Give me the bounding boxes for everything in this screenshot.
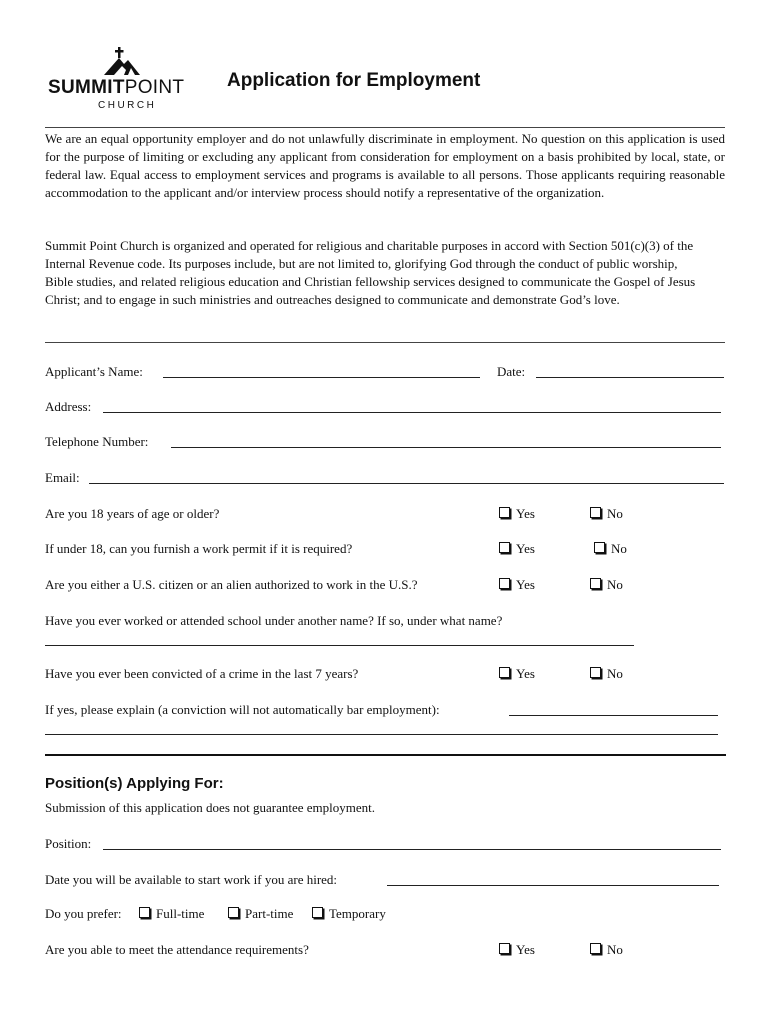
position-field[interactable]: [103, 849, 721, 850]
part-time-label: Part-time: [245, 906, 294, 921]
other-name-question: Have you ever worked or attended school under another name? If so, under what name?: [45, 613, 503, 628]
applicant-name-label: Applicant’s Name:: [45, 364, 143, 379]
full-time-label: Full-time: [156, 906, 205, 921]
conviction-explain-label: If yes, please explain (a conviction will not automatically bar employment):: [45, 702, 440, 717]
permit-no-option[interactable]: [594, 540, 627, 558]
logo-subtitle: CHURCH: [98, 100, 157, 111]
age-question: Are you 18 years of age or older?: [45, 506, 220, 521]
yes-label: Yes: [516, 541, 535, 556]
citizen-no-option[interactable]: [590, 576, 623, 594]
temporary-label: Temporary: [329, 906, 386, 921]
no-label: No: [607, 666, 623, 681]
telephone-label: Telephone Number:: [45, 434, 149, 449]
yes-label: Yes: [516, 506, 535, 521]
age-yes-option[interactable]: [499, 505, 535, 523]
checkbox-icon: [139, 907, 150, 918]
checkbox-icon: [499, 578, 510, 589]
email-label: Email:: [45, 470, 80, 485]
section-divider: [45, 754, 726, 756]
preference-label: Do you prefer:: [45, 906, 122, 921]
email-field[interactable]: [89, 483, 724, 484]
checkbox-icon: [594, 542, 605, 553]
checkbox-icon: [590, 578, 601, 589]
no-label: No: [611, 541, 627, 556]
attendance-question: Are you able to meet the attendance requirements?: [45, 942, 309, 957]
position-section-heading: Position(s) Applying For:: [45, 775, 224, 792]
checkbox-icon: [312, 907, 323, 918]
conviction-explain-field-line2[interactable]: [45, 734, 718, 735]
checkbox-icon: [499, 943, 510, 954]
eeo-paragraph: We are an equal opportunity employer and do not unlawfully discriminate in employment. No question on this application is used for the purpose of limiting or excluding any applicant from consideration for employment on a basis prohibited by local, state, or federal law. Equal access to employment services and programs is available to all persons. Those applicants requiring reasonable accommodation to the applicant and/or interview process should notify a representative of the organization.: [45, 131, 725, 200]
part-time-option[interactable]: [228, 905, 293, 923]
position-label: Position:: [45, 836, 92, 851]
date-label: Date:: [497, 364, 526, 379]
crime-question: Have you ever been convicted of a crime in the last 7 years?: [45, 666, 359, 681]
telephone-field[interactable]: [171, 447, 721, 448]
logo-name-bold: SUMMIT: [48, 77, 125, 98]
work-permit-question: If under 18, can you furnish a work permit if it is required?: [45, 541, 353, 556]
crime-yes-option[interactable]: [499, 665, 535, 683]
yes-label: Yes: [516, 942, 535, 957]
no-label: No: [607, 942, 623, 957]
no-label: No: [607, 506, 623, 521]
no-label: No: [607, 577, 623, 592]
date-field[interactable]: [536, 377, 724, 378]
checkbox-icon: [590, 507, 601, 518]
checkbox-icon: [499, 542, 510, 553]
attendance-no-option[interactable]: [590, 941, 623, 959]
citizen-question: Are you either a U.S. citizen or an alien authorized to work in the U.S.?: [45, 577, 418, 592]
page-title: Application for Employment: [227, 70, 481, 91]
church-purpose-paragraph: Summit Point Church is organized and operated for religious and charitable purposes in accord with Section 501(c)(3) of the Internal Revenue code. Its purposes include, but are not limited to, glorifying God through the conduct of public worship, Bible studies, and related religious education and Christian fellowship services designed to communicate the Gospel of Jesus Christ; and to engage in such ministries and outreaches designed to communicate and demonstrate God’s love.: [45, 238, 696, 307]
address-field[interactable]: [103, 412, 721, 413]
checkbox-icon: [590, 667, 601, 678]
temporary-option[interactable]: [312, 905, 386, 923]
crime-no-option[interactable]: [590, 665, 623, 683]
attendance-yes-option[interactable]: [499, 941, 535, 959]
checkbox-icon: [499, 507, 510, 518]
start-date-field[interactable]: [387, 885, 719, 886]
logo-name-light: POINT: [124, 77, 185, 98]
checkbox-icon: [590, 943, 601, 954]
top-divider: [45, 127, 725, 128]
applicant-name-field[interactable]: [163, 377, 480, 378]
checkbox-icon: [228, 907, 239, 918]
full-time-option[interactable]: [139, 905, 204, 923]
conviction-explain-field[interactable]: [509, 715, 718, 716]
start-date-label: Date you will be available to start work if you are hired:: [45, 872, 338, 887]
church-logo: [48, 46, 208, 112]
mountain-cross-icon: [102, 46, 142, 76]
permit-yes-option[interactable]: [499, 540, 535, 558]
other-name-field[interactable]: [45, 645, 634, 646]
checkbox-icon: [499, 667, 510, 678]
intro-divider: [45, 342, 725, 343]
yes-label: Yes: [516, 666, 535, 681]
yes-label: Yes: [516, 577, 535, 592]
citizen-yes-option[interactable]: [499, 576, 535, 594]
age-no-option[interactable]: [590, 505, 623, 523]
address-label: Address:: [45, 399, 92, 414]
employment-disclaimer: Submission of this application does not guarantee employment.: [45, 800, 376, 815]
